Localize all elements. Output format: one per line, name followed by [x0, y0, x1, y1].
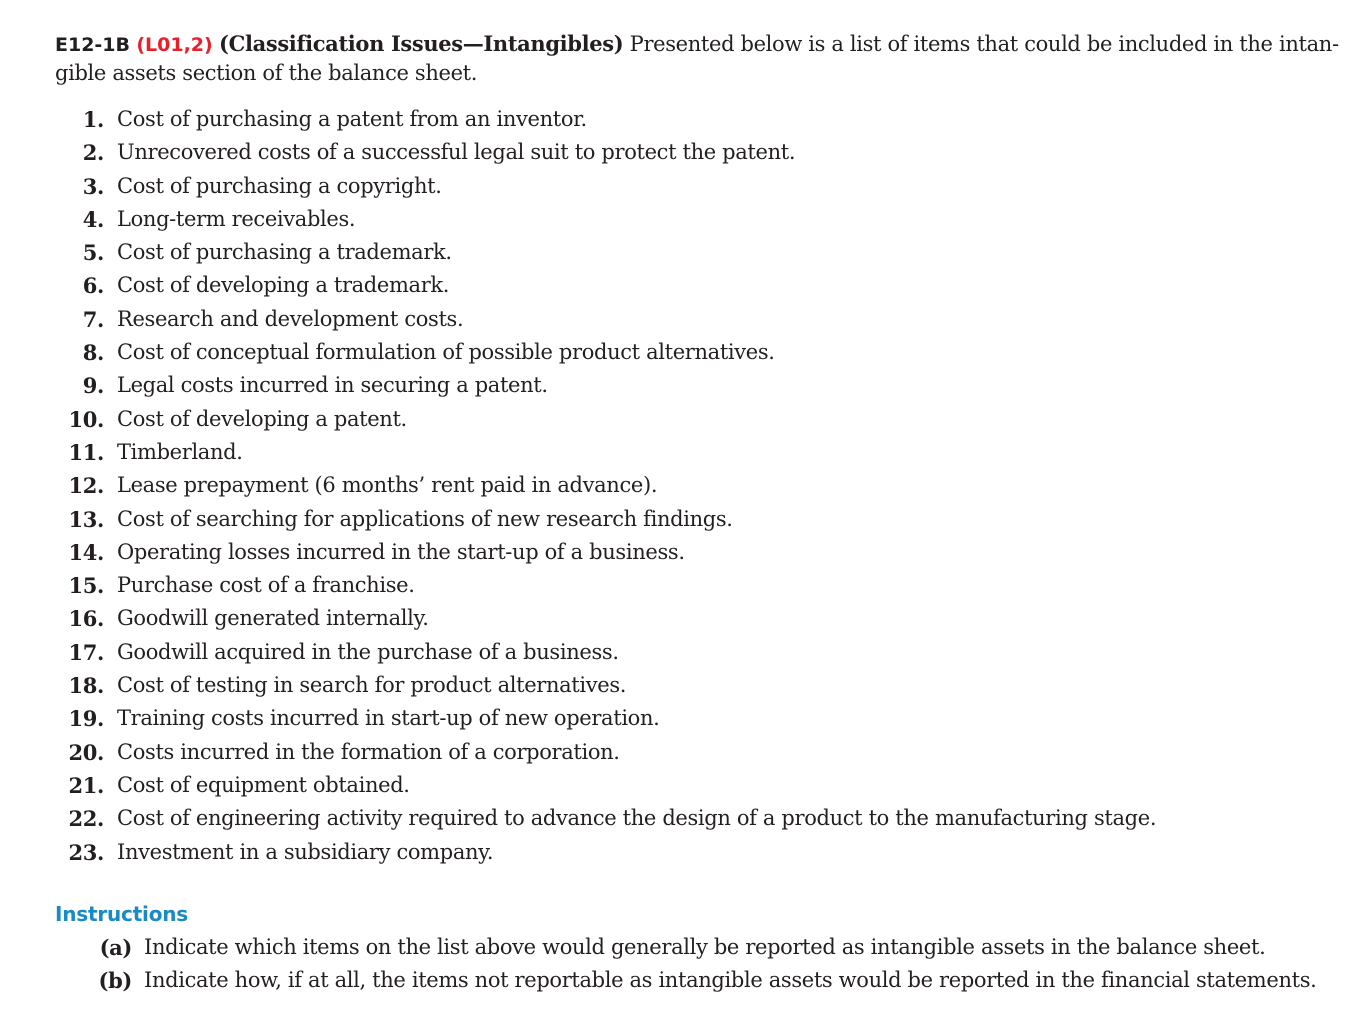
- list-item: [55, 669, 1355, 702]
- item-text: Cost of equipment obtained.: [117, 772, 410, 797]
- list-item: [55, 469, 1355, 502]
- instructions-list: [55, 931, 1355, 997]
- item-number: 6.: [82, 273, 104, 299]
- exercise-block: [55, 30, 1355, 997]
- item-text: Investment in a subsidiary company.: [117, 839, 494, 864]
- item-number: 9.: [82, 373, 104, 399]
- list-item: [55, 403, 1355, 436]
- item-number: 2.: [82, 140, 104, 166]
- item-text: Research and development costs.: [117, 306, 464, 331]
- list-item: [55, 503, 1355, 536]
- item-number: 20.: [68, 739, 104, 765]
- intro-text-line1: Presented below is a list of items that could be included in the intan-: [629, 32, 1339, 56]
- item-number: 22.: [68, 806, 104, 832]
- item-number: 21.: [68, 772, 104, 798]
- item-text: Unrecovered costs of a successful legal suit to protect the patent.: [117, 140, 796, 165]
- list-item: [55, 269, 1355, 302]
- item-number: 5.: [82, 240, 104, 266]
- list-item: [55, 736, 1355, 769]
- exercise-id: E12-1B: [55, 34, 131, 56]
- item-text: Goodwill generated internally.: [117, 606, 429, 631]
- item-text: Lease prepayment (6 months’ rent paid in advance).: [117, 473, 658, 498]
- item-number: 4.: [82, 206, 104, 232]
- item-number: 11.: [68, 439, 104, 465]
- item-number: 1.: [82, 107, 104, 132]
- list-item: [55, 170, 1355, 203]
- item-number: 3.: [82, 173, 104, 199]
- item-text: Cost of purchasing a copyright.: [117, 173, 442, 198]
- list-item: [55, 802, 1355, 835]
- item-number: 12.: [68, 473, 104, 499]
- item-text: Operating losses incurred in the start-up of a business.: [117, 539, 685, 564]
- list-item: [55, 702, 1355, 735]
- item-number: 17.: [68, 639, 104, 665]
- list-item: [55, 303, 1355, 336]
- exercise-intro: [55, 30, 1355, 87]
- item-number: 18.: [68, 673, 104, 699]
- item-text: Cost of engineering activity required to advance the design of a product to the manufacturing stage.: [117, 806, 1157, 831]
- item-text: Cost of purchasing a trademark.: [117, 240, 452, 265]
- list-item: [55, 203, 1355, 236]
- item-text: Long-term receivables.: [117, 206, 356, 231]
- item-number: 14.: [68, 539, 104, 565]
- item-number: 8.: [82, 340, 104, 366]
- instruction-item: [55, 964, 1355, 997]
- item-text: Purchase cost of a franchise.: [117, 573, 415, 598]
- item-text: Timberland.: [117, 439, 243, 464]
- item-number: 19.: [68, 706, 104, 732]
- instruction-text: Indicate which items on the list above would generally be reported as intangible assets in the balance sheet.: [144, 934, 1266, 959]
- item-text: Goodwill acquired in the purchase of a business.: [117, 639, 619, 664]
- list-item: [55, 602, 1355, 635]
- list-item: [55, 636, 1355, 669]
- item-number: 13.: [68, 506, 104, 532]
- list-item: [55, 769, 1355, 802]
- learning-objectives: (L01,2): [136, 34, 213, 56]
- item-text: Cost of purchasing a patent from an inventor.: [117, 107, 587, 131]
- item-text: Cost of conceptual formulation of possible product alternatives.: [117, 340, 775, 365]
- item-text: Cost of searching for applications of new research findings.: [117, 506, 733, 531]
- item-number: 7.: [82, 306, 104, 332]
- intro-text-line2: gible assets section of the balance sheet.: [55, 61, 478, 85]
- instructions-heading: Instructions: [55, 901, 189, 926]
- item-text: Costs incurred in the formation of a corporation.: [117, 739, 620, 764]
- list-item: [55, 336, 1355, 369]
- item-text: Cost of developing a patent.: [117, 406, 407, 431]
- list-item: [55, 836, 1355, 869]
- instruction-item: [55, 931, 1355, 964]
- item-text: Training costs incurred in start-up of new operation.: [117, 706, 660, 731]
- list-item: [55, 136, 1355, 169]
- item-text: Cost of developing a trademark.: [117, 273, 450, 298]
- list-item: [55, 369, 1355, 402]
- list-item: [55, 436, 1355, 469]
- list-item: [55, 103, 1355, 136]
- item-number: 15.: [68, 573, 104, 599]
- list-item: [55, 236, 1355, 269]
- item-number: 16.: [68, 606, 104, 632]
- exercise-topic: (Classification Issues—Intangibles): [219, 31, 624, 56]
- instruction-label: (a): [99, 934, 132, 960]
- item-text: Legal costs incurred in securing a patent.: [117, 373, 548, 398]
- list-item: [55, 569, 1355, 602]
- item-text: Cost of testing in search for product alternatives.: [117, 673, 627, 698]
- instruction-label: (b): [98, 967, 132, 993]
- list-item: [55, 536, 1355, 569]
- item-number: 23.: [68, 839, 104, 865]
- item-number: 10.: [68, 406, 104, 432]
- instruction-text: Indicate how, if at all, the items not reportable as intangible assets would be reported in the financial statements.: [144, 967, 1317, 992]
- items-list: [55, 103, 1355, 869]
